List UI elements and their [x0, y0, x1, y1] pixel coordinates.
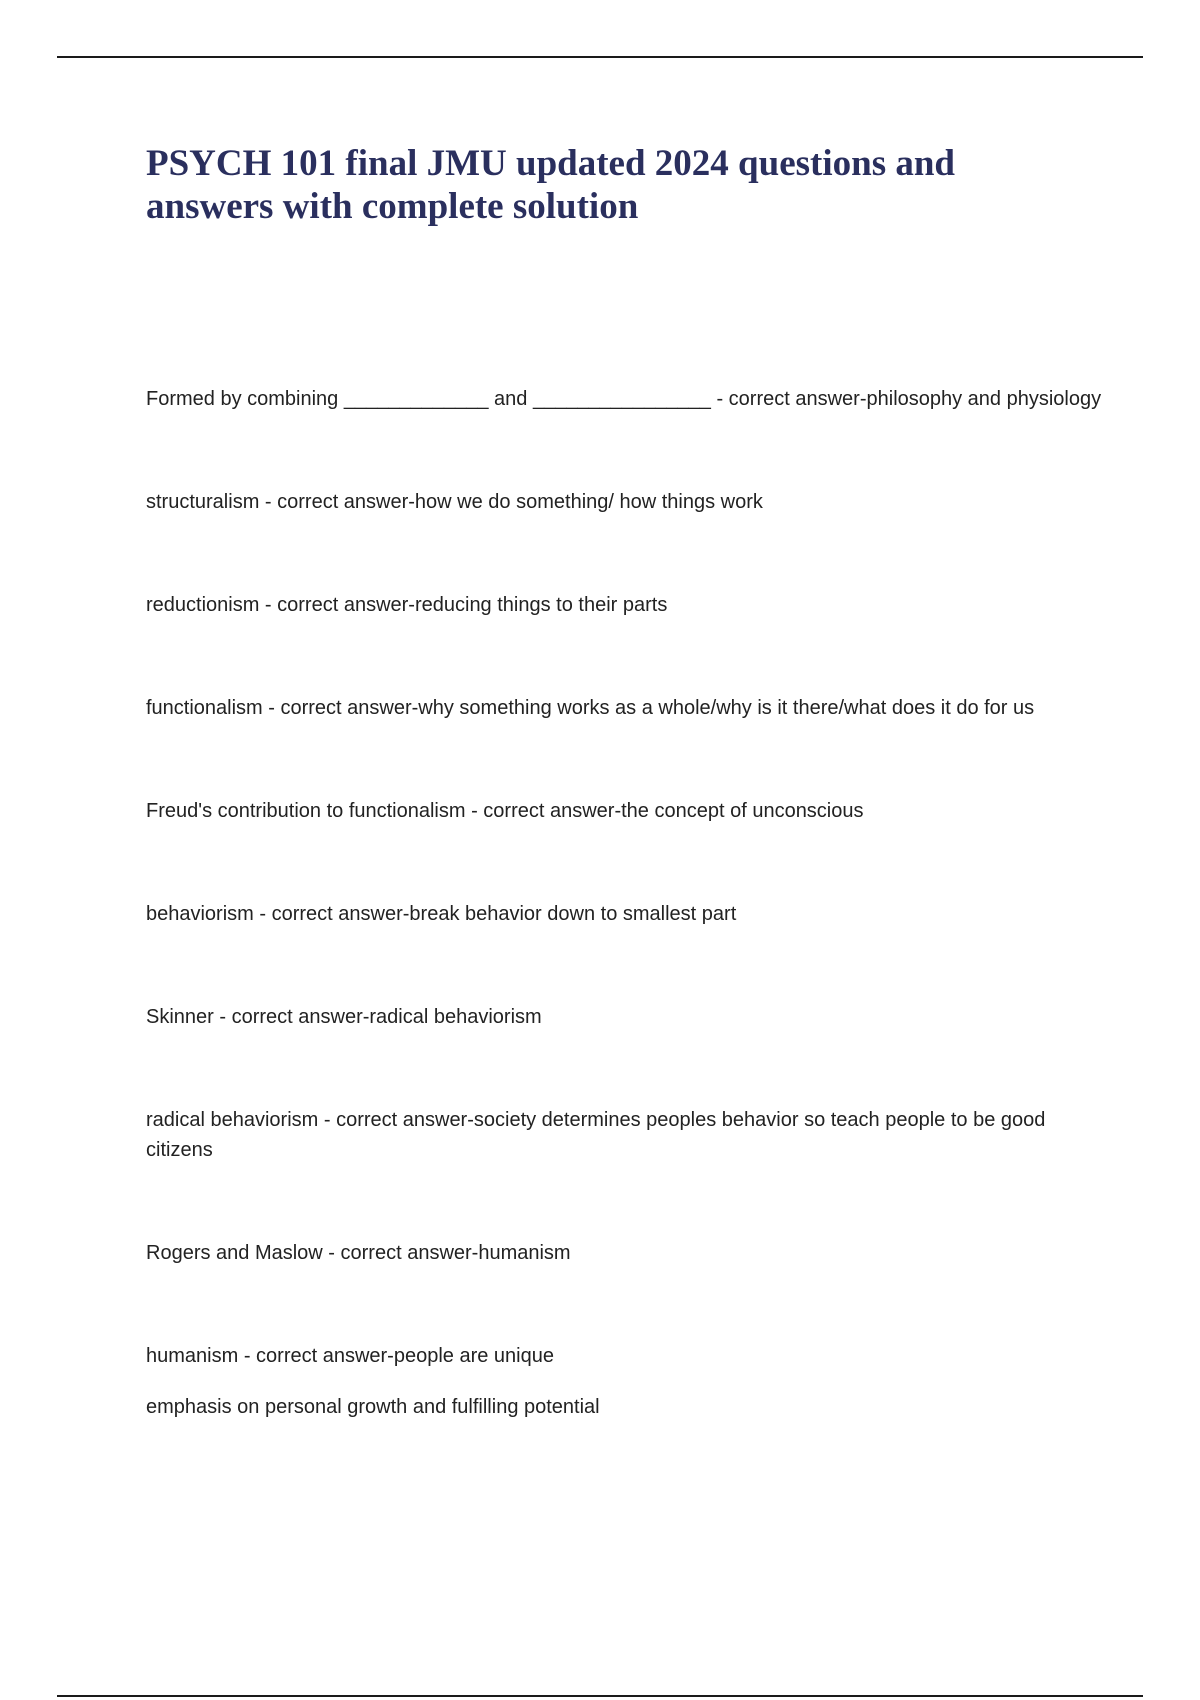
qa-item: Freud's contribution to functionalism - correct answer-the concept of unconscious	[146, 800, 864, 822]
qa-item: Rogers and Maslow - correct answer-humanism	[146, 1242, 571, 1264]
qa-item: Formed by combining _____________ and ________________ - correct answer-philosophy and physiology	[146, 388, 1102, 410]
document-title: PSYCH 101 final JMU updated 2024 questions and answers with complete solution	[146, 143, 956, 227]
qa-item: structuralism - correct answer-how we do something/ how things work	[146, 491, 763, 513]
qa-item: behaviorism - correct answer-break behavior down to smallest part	[146, 903, 737, 925]
qa-item-continuation: emphasis on personal growth and fulfilling potential	[146, 1396, 600, 1418]
qa-item: radical behaviorism - correct answer-society determines peoples behavior so teach people to be good citizens	[146, 1109, 1046, 1161]
qa-item: Skinner - correct answer-radical behaviorism	[146, 1006, 542, 1028]
qa-item: humanism - correct answer-people are unique	[146, 1345, 554, 1367]
header-rule	[57, 56, 1143, 58]
qa-item: functionalism - correct answer-why something works as a whole/why is it there/what does it do for us	[146, 697, 1035, 719]
footer-rule	[57, 1695, 1143, 1697]
qa-item: reductionism - correct answer-reducing things to their parts	[146, 594, 668, 616]
